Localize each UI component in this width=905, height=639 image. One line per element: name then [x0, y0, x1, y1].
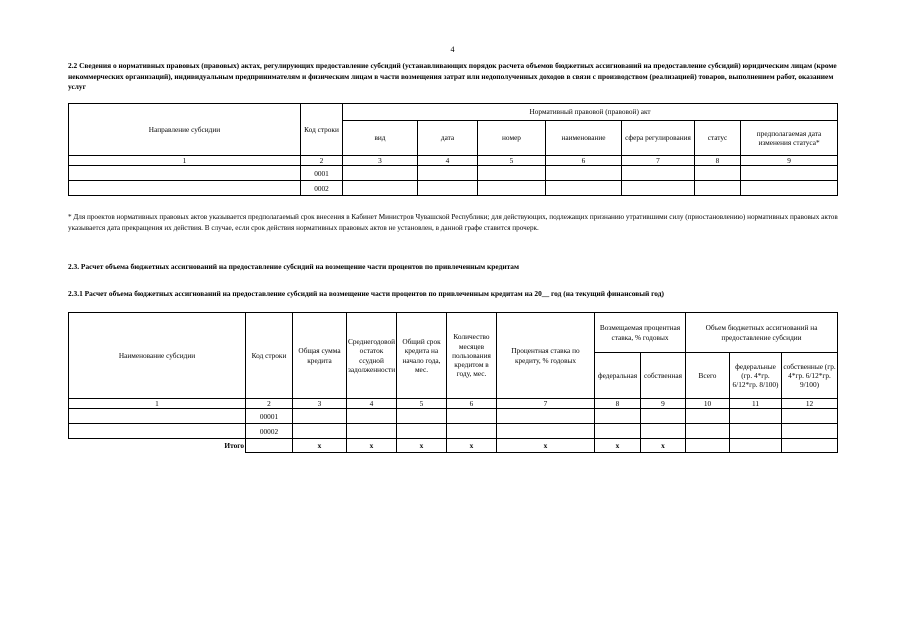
- header-code: Код строки: [246, 313, 293, 399]
- col-number: 1: [69, 156, 301, 166]
- col-number: 5: [478, 156, 546, 166]
- header-credit-term: Общий срок кредита на начало года, мес.: [397, 313, 447, 399]
- col-number: 7: [622, 156, 695, 166]
- header-avg-balance: Среднегодовой остаток ссудной задолженности: [347, 313, 397, 399]
- header-name: наименование: [546, 121, 622, 156]
- col-number: 9: [741, 156, 838, 166]
- credit-subsidy-table: [68, 312, 838, 453]
- table-row: [69, 181, 838, 196]
- header-kind: вид: [343, 121, 418, 156]
- header-direction: Направление субсидии: [69, 104, 301, 156]
- x-mark: х: [641, 439, 686, 453]
- header-code: Код строки: [301, 104, 343, 156]
- header-act-group: Нормативный правовой (правовой) акт: [343, 104, 838, 121]
- header-reimbursed-rate-group: Возмещаемая процентная ставка, % годовых: [595, 313, 686, 353]
- col-number: 3: [343, 156, 418, 166]
- header-sphere: сфера регулирования: [622, 121, 695, 156]
- header-total-credit: Общая сумма кредита: [293, 313, 347, 399]
- table-row: [69, 166, 838, 181]
- footnote: * Для проектов нормативных правовых актов указывается предполагаемый срок внесения в Кабинет Министров Чувашской Республики; для действующих, подлежащих признанию утратившими силу (приостановлению) нормативных правовых актов указывается дата прекращения их действия. В случае, если срок действия нормативных правовых актов не установлен, в данной графе ставится прочерк.: [68, 213, 838, 232]
- header-volume-group: Объем бюджетных ассигнований на предоставление субсидии: [686, 313, 838, 353]
- header-status-change-date: предполагаемая дата изменения статуса*: [741, 121, 838, 156]
- normative-acts-table: [68, 103, 838, 196]
- x-mark: х: [497, 439, 595, 453]
- header-date: дата: [418, 121, 478, 156]
- row-code: 00002: [246, 424, 293, 439]
- row-code: 0001: [301, 166, 343, 181]
- col-number: 5: [397, 399, 447, 409]
- table-row: [69, 424, 838, 439]
- header-status: статус: [695, 121, 741, 156]
- col-number: 1: [69, 399, 246, 409]
- col-number: 10: [686, 399, 730, 409]
- header-volume-federal: федеральные (гр. 4*гр. 6/12*гр. 8/100): [730, 353, 782, 399]
- total-row: [69, 439, 838, 453]
- section-2-2-title: 2.2 Сведения о нормативных правовых (правовых) актах, регулирующих предоставление субсидий (устанавливающих порядок расчета объемов бюджетных ассигнований на предоставление субсидий) юридическим лицам (кроме некоммерческих организаций), индивидуальным предпринимателям и физическим лицам в части возмещения затрат или недополученных доходов в связи с производством (реализацией) товаров, выполнением работ, оказанием услуг: [68, 61, 837, 91]
- x-mark: х: [595, 439, 641, 453]
- row-code: 0002: [301, 181, 343, 196]
- x-mark: х: [447, 439, 497, 453]
- header-subsidy-name: Наименование субсидии: [69, 313, 246, 399]
- header-interest-rate: Процентная ставка по кредиту, % годовых: [497, 313, 595, 399]
- section-2-3-title: 2.3. Расчет объема бюджетных ассигнований на предоставление субсидий на возмещение части процентов по привлеченным кредитам: [68, 262, 520, 271]
- header-number: номер: [478, 121, 546, 156]
- col-number: 12: [782, 399, 838, 409]
- col-number: 7: [497, 399, 595, 409]
- col-number: 11: [730, 399, 782, 409]
- header-volume-total: Всего: [686, 353, 730, 399]
- page-number: 4: [450, 45, 455, 54]
- x-mark: х: [347, 439, 397, 453]
- col-number: 4: [347, 399, 397, 409]
- col-number: 3: [293, 399, 347, 409]
- header-reimb-own: собственная: [641, 353, 686, 399]
- col-number: 9: [641, 399, 686, 409]
- table-row: [69, 409, 838, 424]
- header-months-used: Количество месяцев пользования кредитом в году, мес.: [447, 313, 497, 399]
- x-mark: х: [293, 439, 347, 453]
- col-number: 8: [695, 156, 741, 166]
- col-number: 4: [418, 156, 478, 166]
- header-reimb-federal: федеральная: [595, 353, 641, 399]
- header-volume-own: собственные (гр. 4*гр. 6/12*гр. 9/100): [782, 353, 838, 399]
- total-label: Итого: [69, 439, 246, 453]
- section-2-3-1-title: 2.3.1 Расчет объема бюджетных ассигнований на предоставление субсидий на возмещение части процентов по привлеченным кредитам на 20__ год (на текущий финансовый год): [68, 289, 664, 298]
- col-number: 6: [447, 399, 497, 409]
- col-number: 2: [246, 399, 293, 409]
- col-number: 6: [546, 156, 622, 166]
- col-number: 2: [301, 156, 343, 166]
- col-number: 8: [595, 399, 641, 409]
- x-mark: х: [397, 439, 447, 453]
- row-code: 00001: [246, 409, 293, 424]
